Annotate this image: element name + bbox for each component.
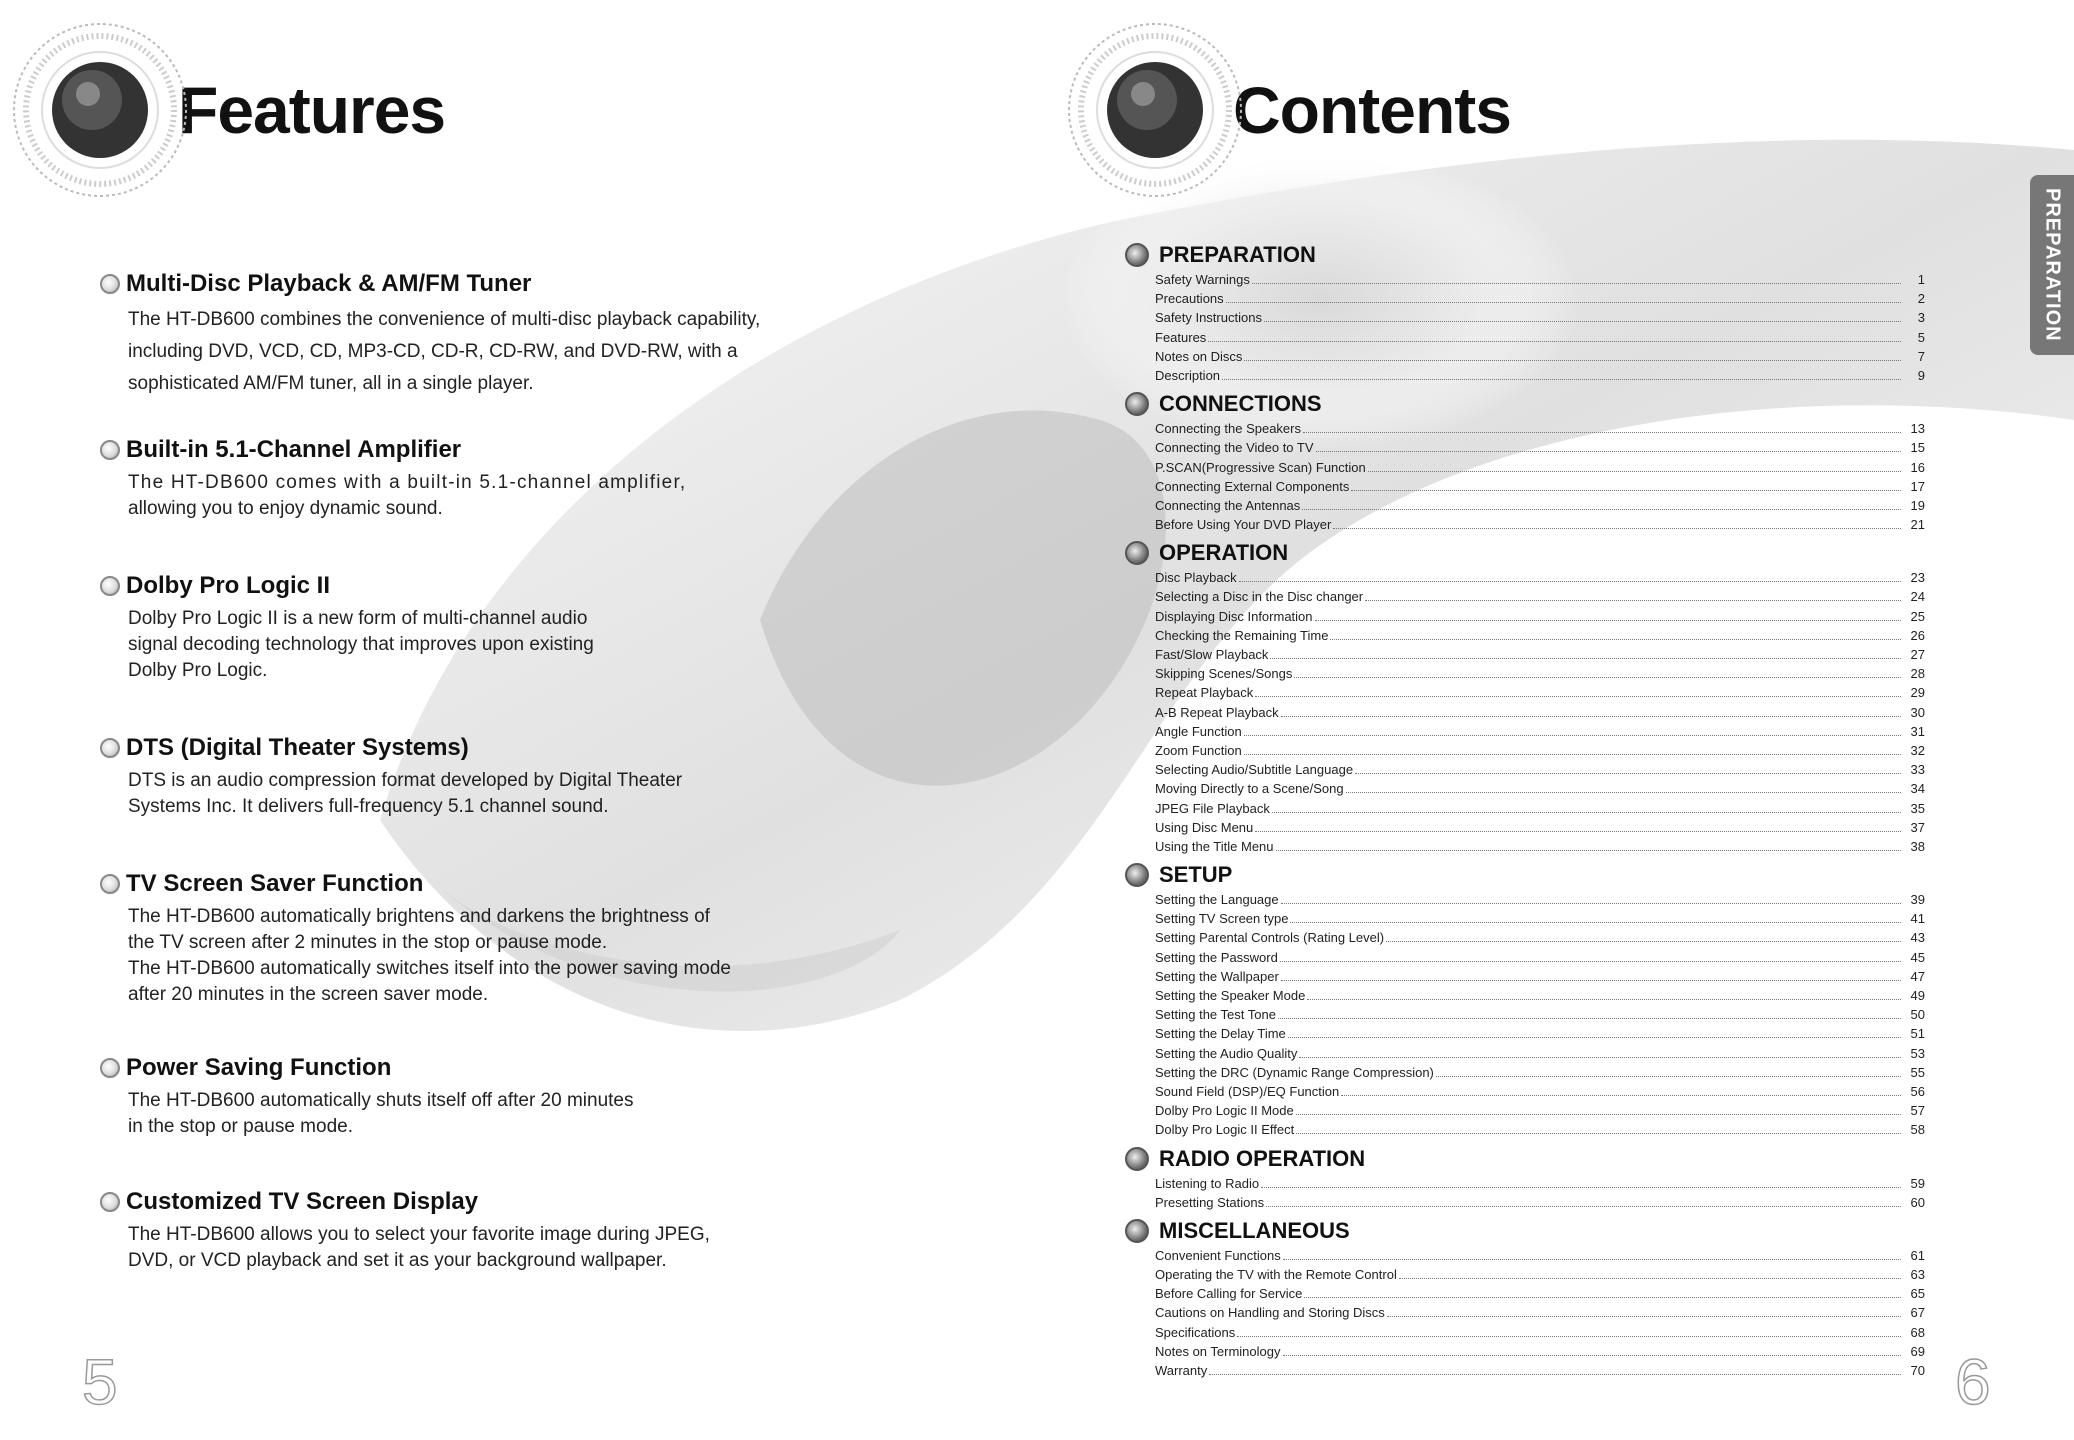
toc-entry-label: Setting the Wallpaper	[1155, 968, 1279, 984]
bullet-icon	[100, 1192, 120, 1212]
toc-entry-page: 7	[1917, 348, 1925, 364]
toc-entry-label: Using the Title Menu	[1155, 838, 1274, 854]
toc-entry[interactable]	[1155, 366, 1925, 385]
dot-leader	[1272, 811, 1901, 813]
toc-entry-label: Operating the TV with the Remote Control	[1155, 1267, 1397, 1283]
toc-entry[interactable]	[1155, 1174, 1925, 1193]
bullet-icon	[100, 274, 120, 294]
dot-leader	[1346, 791, 1901, 793]
toc-entry[interactable]	[1155, 587, 1925, 606]
toc-entry-page: 57	[1910, 1103, 1925, 1119]
toc-entry[interactable]	[1155, 477, 1925, 496]
dot-leader	[1266, 1205, 1901, 1207]
dot-leader	[1281, 979, 1901, 981]
toc-entry-label: Sound Field (DSP)/EQ Function	[1155, 1083, 1340, 1099]
toc-entry-page: 2	[1917, 291, 1925, 307]
toc-entry[interactable]	[1155, 419, 1925, 438]
toc-entry[interactable]	[1155, 1101, 1925, 1120]
feature-item	[100, 870, 780, 1054]
speaker-icon	[1065, 20, 1245, 200]
dot-leader	[1288, 1036, 1901, 1038]
toc-entry-label: Setting the Speaker Mode	[1155, 988, 1306, 1003]
toc-entry-page: 17	[1910, 478, 1925, 494]
toc-entry-page: 59	[1910, 1175, 1925, 1191]
toc-entry-page: 24	[1910, 589, 1925, 605]
toc-entry[interactable]	[1155, 1265, 1925, 1284]
toc-entry-label: Setting the Test Tone	[1155, 1007, 1276, 1023]
toc-entry[interactable]	[1155, 1342, 1925, 1361]
toc-entry[interactable]	[1155, 799, 1925, 818]
toc-entry[interactable]	[1155, 496, 1925, 515]
toc-entry-label: JPEG File Playback	[1155, 800, 1270, 816]
dot-leader	[1436, 1075, 1901, 1077]
toc-entry-page: 31	[1910, 723, 1925, 739]
toc-entry-label: Safety Warnings	[1155, 272, 1250, 287]
toc-entry-page: 9	[1917, 367, 1925, 383]
feature-description: The HT-DB600 comes with a built-in 5.1-channel amplifier, allowing you to enjoy dynamic sound.	[128, 472, 687, 519]
dot-leader	[1280, 960, 1901, 962]
toc-entry-page: 68	[1910, 1324, 1925, 1340]
toc-section-heading: MISCELLANEOUS	[1125, 1216, 1925, 1246]
toc-entry-label: Zoom Function	[1155, 742, 1242, 758]
toc-entry-page: 15	[1910, 440, 1925, 456]
feature-heading: Dolby Pro Logic II	[100, 572, 780, 600]
toc-entry-page: 21	[1910, 517, 1925, 533]
toc-entry-page: 70	[1910, 1363, 1925, 1378]
toc-entry[interactable]	[1155, 1120, 1925, 1139]
toc-entry[interactable]	[1155, 683, 1925, 702]
toc-entry-label: Safety Instructions	[1155, 310, 1262, 326]
features-title-block	[10, 20, 445, 200]
feature-description: DTS is an audio compression format developed by Digital Theater Systems Inc. It delivers full-frequency 5.1 channel sound.	[128, 770, 683, 817]
dot-leader	[1333, 527, 1901, 529]
feature-item	[100, 572, 780, 734]
dot-leader	[1261, 1186, 1901, 1188]
toc-entry-page: 63	[1910, 1267, 1925, 1283]
toc-entry[interactable]	[1155, 347, 1925, 366]
toc-entry-page: 29	[1910, 685, 1925, 701]
toc-entry[interactable]	[1155, 1323, 1925, 1342]
page-number: 5	[82, 1346, 118, 1418]
dot-leader	[1244, 734, 1901, 736]
dot-leader	[1368, 470, 1901, 472]
toc-entry-page: 25	[1910, 608, 1925, 624]
dot-leader	[1316, 450, 1901, 452]
toc-section-heading: PREPARATION	[1125, 240, 1925, 270]
dot-leader	[1299, 1056, 1901, 1058]
bullet-icon	[1125, 243, 1149, 267]
bullet-icon	[1125, 392, 1149, 416]
bullet-icon	[100, 576, 120, 596]
toc-entry[interactable]	[1155, 741, 1925, 760]
page-title: Features	[178, 73, 446, 147]
toc-entry-page: 38	[1910, 838, 1925, 854]
toc-entry-page: 3	[1917, 310, 1925, 326]
toc-entry-label: Before Calling for Service	[1155, 1286, 1303, 1302]
toc-entry-page: 32	[1910, 742, 1925, 758]
bullet-icon	[100, 738, 120, 758]
toc-entry-label: Description	[1155, 367, 1221, 383]
bullet-icon	[1125, 1219, 1149, 1243]
toc-entry[interactable]	[1155, 458, 1925, 477]
toc-entry-label: Angle Function	[1155, 723, 1242, 739]
toc-entry-page: 45	[1910, 949, 1925, 965]
toc-entry-label: Connecting External Components	[1155, 478, 1350, 494]
toc-entry-label: Connecting the Speakers	[1155, 421, 1301, 437]
dot-leader	[1330, 638, 1901, 640]
speaker-icon	[10, 20, 190, 200]
toc-entry-page: 26	[1910, 627, 1925, 643]
toc-entry-label: P.SCAN(Progressive Scan) Function	[1155, 459, 1366, 475]
toc-entry[interactable]	[1155, 928, 1925, 947]
dot-leader	[1296, 1113, 1901, 1115]
toc-entry[interactable]	[1155, 515, 1925, 534]
dot-leader	[1237, 1335, 1901, 1337]
dot-leader	[1386, 940, 1901, 942]
toc-section	[1125, 538, 1925, 856]
toc-entry-page: 19	[1910, 497, 1925, 513]
toc-section-heading: RADIO OPERATION	[1125, 1144, 1925, 1174]
toc-entry-page: 61	[1910, 1247, 1925, 1263]
toc-entry[interactable]	[1155, 438, 1925, 457]
dot-leader	[1255, 830, 1901, 832]
toc-section	[1125, 389, 1925, 534]
toc-entry-page: 1	[1917, 272, 1925, 287]
toc-entry-label: Precautions	[1155, 291, 1224, 307]
toc-entry[interactable]	[1155, 1024, 1925, 1043]
feature-description: The HT-DB600 allows you to select your favorite image during JPEG, DVD, or VCD playback and set it as your background wallpaper.	[128, 1224, 710, 1271]
dot-leader	[1252, 282, 1901, 284]
toc-entry-label: Checking the Remaining Time	[1155, 627, 1329, 643]
toc-entry-page: 55	[1910, 1064, 1925, 1080]
toc-entry-page: 5	[1917, 329, 1925, 345]
toc-section-heading: CONNECTIONS	[1125, 389, 1925, 419]
toc-section-heading: OPERATION	[1125, 538, 1925, 568]
toc-entry-label: Listening to Radio	[1155, 1175, 1260, 1191]
toc-entry[interactable]	[1155, 703, 1925, 722]
dot-leader	[1365, 599, 1901, 601]
feature-description: The HT-DB600 automatically brightens and darkens the brightness of the TV screen after 2 minutes in the stop or pause mode. The HT-DB600 automatically switches itself into the power saving mode after 20 minutes in the screen saver mode.	[128, 906, 731, 1005]
toc-entry[interactable]	[1155, 308, 1925, 327]
toc-entry-page: 65	[1910, 1286, 1925, 1302]
toc-entry-page: 16	[1910, 459, 1925, 475]
bullet-icon	[100, 440, 120, 460]
dot-leader	[1209, 1373, 1901, 1375]
toc-entry[interactable]	[1155, 909, 1925, 928]
toc-entry-page: 37	[1910, 819, 1925, 835]
toc-entry[interactable]	[1155, 289, 1925, 308]
feature-heading: Power Saving Function	[100, 1054, 780, 1082]
toc-entry-label: Using Disc Menu	[1155, 819, 1254, 835]
table-of-contents	[1125, 240, 1925, 1384]
dot-leader	[1270, 657, 1901, 659]
toc-entry-label: Dolby Pro Logic II Mode	[1155, 1103, 1294, 1119]
section-tab-preparation[interactable]: PREPARATION	[2030, 175, 2074, 355]
toc-entry-page: 34	[1910, 781, 1925, 797]
toc-entry-label: Notes on Discs	[1155, 348, 1243, 364]
feature-item	[100, 1188, 780, 1278]
toc-entry[interactable]	[1155, 328, 1925, 347]
dot-leader	[1302, 508, 1901, 510]
toc-entry-label: Connecting the Video to TV	[1155, 440, 1314, 456]
toc-entry-label: Convenient Functions	[1155, 1247, 1281, 1263]
feature-item	[100, 734, 780, 870]
toc-entry-page: 58	[1910, 1122, 1925, 1138]
toc-entry-label: Setting TV Screen type	[1155, 911, 1289, 927]
toc-entry[interactable]	[1155, 948, 1925, 967]
toc-section	[1125, 1144, 1925, 1212]
toc-entry-label: Selecting a Disc in the Disc changer	[1155, 589, 1364, 605]
toc-entry-label: Selecting Audio/Subtitle Language	[1155, 762, 1354, 778]
toc-list	[1155, 419, 1925, 534]
bullet-icon	[100, 1058, 120, 1078]
feature-heading: Multi-Disc Playback & AM/FM Tuner	[100, 270, 780, 298]
feature-item	[100, 436, 780, 572]
toc-entry-label: Presetting Stations	[1155, 1194, 1265, 1210]
toc-entry-label: Displaying Disc Information	[1155, 608, 1313, 624]
dot-leader	[1399, 1277, 1901, 1279]
dot-leader	[1351, 489, 1901, 491]
toc-entry[interactable]	[1155, 664, 1925, 683]
toc-entry-label: Fast/Slow Playback	[1155, 647, 1269, 662]
toc-entry-label: A-B Repeat Playback	[1155, 704, 1279, 720]
toc-entry-label: Setting the Audio Quality	[1155, 1045, 1298, 1061]
bullet-icon	[100, 874, 120, 894]
page-number: 6	[1955, 1346, 1991, 1418]
dot-leader	[1278, 1017, 1901, 1019]
dot-leader	[1307, 998, 1901, 1000]
dot-leader	[1315, 619, 1901, 621]
toc-entry-label: Dolby Pro Logic II Effect	[1155, 1122, 1295, 1138]
toc-entry[interactable]	[1155, 270, 1925, 289]
dot-leader	[1281, 715, 1901, 717]
toc-entry-page: 41	[1910, 911, 1925, 927]
dot-leader	[1255, 695, 1901, 697]
dot-leader	[1244, 359, 1901, 361]
toc-entry[interactable]	[1155, 890, 1925, 909]
toc-entry-label: Setting Parental Controls (Rating Level)	[1155, 930, 1385, 946]
toc-entry[interactable]	[1155, 1361, 1925, 1380]
toc-entry-label: Connecting the Antennas	[1155, 497, 1301, 513]
feature-description: The HT-DB600 combines the convenience of multi-disc playback capability, including DVD, VCD, CD, MP3-CD, CD-R, CD-RW, and DVD-RW, with a sophisticated AM/FM tuner, all in a single player.	[128, 309, 761, 394]
toc-entry-page: 53	[1910, 1045, 1925, 1061]
toc-section	[1125, 1216, 1925, 1380]
dot-leader	[1283, 1354, 1902, 1356]
toc-entry-page: 23	[1910, 570, 1925, 586]
toc-entry-page: 49	[1910, 988, 1925, 1003]
toc-entry[interactable]	[1155, 1193, 1925, 1212]
toc-entry[interactable]	[1155, 1063, 1925, 1082]
dot-leader	[1222, 378, 1901, 380]
toc-entry[interactable]	[1155, 779, 1925, 798]
toc-entry[interactable]	[1155, 818, 1925, 837]
feature-heading: Built-in 5.1-Channel Amplifier	[100, 436, 780, 464]
dot-leader	[1355, 772, 1901, 774]
toc-entry-label: Repeat Playback	[1155, 685, 1254, 701]
dot-leader	[1208, 340, 1901, 342]
toc-entry-label: Setting the Delay Time	[1155, 1026, 1286, 1042]
feature-description: The HT-DB600 automatically shuts itself off after 20 minutes in the stop or pause mode.	[128, 1090, 634, 1137]
toc-entry-page: 56	[1910, 1083, 1925, 1099]
toc-list	[1155, 890, 1925, 1139]
toc-entry[interactable]	[1155, 986, 1925, 1005]
toc-entry-label: Specifications	[1155, 1324, 1236, 1340]
bullet-icon	[1125, 1147, 1149, 1171]
toc-entry-label: Setting the Password	[1155, 949, 1278, 965]
bullet-icon	[1125, 541, 1149, 565]
toc-entry[interactable]	[1155, 607, 1925, 626]
toc-entry-label: Disc Playback	[1155, 570, 1237, 586]
feature-item	[100, 270, 780, 436]
feature-item	[100, 1054, 780, 1188]
toc-section	[1125, 240, 1925, 385]
dot-leader	[1226, 301, 1901, 303]
dot-leader	[1296, 1132, 1901, 1134]
toc-entry[interactable]	[1155, 1005, 1925, 1024]
toc-section-heading: SETUP	[1125, 860, 1925, 890]
toc-entry-label: Moving Directly to a Scene/Song	[1155, 781, 1344, 797]
toc-list	[1155, 270, 1925, 385]
toc-entry-page: 33	[1910, 762, 1925, 778]
toc-entry-label: Setting the Language	[1155, 892, 1279, 908]
dot-leader	[1239, 580, 1901, 582]
dot-leader	[1281, 902, 1901, 904]
toc-entry-label: Cautions on Handling and Storing Discs	[1155, 1305, 1385, 1321]
dot-leader	[1276, 849, 1901, 851]
toc-entry[interactable]	[1155, 645, 1925, 664]
toc-entry-page: 51	[1910, 1026, 1925, 1042]
toc-entry[interactable]	[1155, 1044, 1925, 1063]
toc-entry-label: Skipping Scenes/Songs	[1155, 666, 1293, 682]
dot-leader	[1304, 1296, 1901, 1298]
toc-entry-label: Before Using Your DVD Player	[1155, 517, 1332, 533]
toc-entry-page: 43	[1910, 930, 1925, 946]
dot-leader	[1264, 320, 1901, 322]
toc-entry[interactable]	[1155, 722, 1925, 741]
toc-entry-page: 30	[1910, 704, 1925, 720]
toc-entry-page: 50	[1910, 1007, 1925, 1023]
toc-list	[1155, 568, 1925, 856]
dot-leader	[1303, 431, 1901, 433]
toc-list	[1155, 1174, 1925, 1212]
toc-entry[interactable]	[1155, 760, 1925, 779]
toc-entry[interactable]	[1155, 1246, 1925, 1265]
toc-entry-page: 69	[1910, 1343, 1925, 1359]
feature-heading: Customized TV Screen Display	[100, 1188, 780, 1216]
dot-leader	[1387, 1315, 1901, 1317]
toc-entry[interactable]	[1155, 626, 1925, 645]
toc-entry-page: 13	[1910, 421, 1925, 437]
toc-entry-page: 35	[1910, 800, 1925, 816]
toc-entry-label: Setting the DRC (Dynamic Range Compression)	[1155, 1064, 1434, 1080]
toc-entry-page: 47	[1910, 968, 1925, 984]
toc-entry[interactable]	[1155, 1284, 1925, 1303]
toc-entry-label: Notes on Terminology	[1155, 1343, 1281, 1359]
page-title: Contents	[1233, 73, 1511, 147]
dot-leader	[1294, 676, 1901, 678]
features-list	[100, 270, 780, 1278]
toc-entry[interactable]	[1155, 967, 1925, 986]
dot-leader	[1283, 1258, 1901, 1260]
bullet-icon	[1125, 863, 1149, 887]
toc-entry-label: Warranty	[1155, 1363, 1208, 1378]
toc-entry-page: 28	[1910, 666, 1925, 682]
dot-leader	[1341, 1094, 1901, 1096]
dot-leader	[1244, 753, 1901, 755]
feature-heading: TV Screen Saver Function	[100, 870, 780, 898]
toc-entry-label: Features	[1155, 329, 1207, 345]
toc-list	[1155, 1246, 1925, 1380]
toc-entry[interactable]	[1155, 568, 1925, 587]
toc-entry-page: 60	[1910, 1194, 1925, 1210]
toc-entry[interactable]	[1155, 837, 1925, 856]
toc-entry-page: 39	[1910, 892, 1925, 908]
toc-entry-page: 67	[1910, 1305, 1925, 1321]
toc-entry-page: 27	[1910, 647, 1925, 662]
toc-section	[1125, 860, 1925, 1139]
toc-entry[interactable]	[1155, 1082, 1925, 1101]
contents-title-block	[1065, 20, 1511, 200]
feature-heading: DTS (Digital Theater Systems)	[100, 734, 780, 762]
feature-description: Dolby Pro Logic II is a new form of multi-channel audio signal decoding technology that improves upon existing Dolby Pro Logic.	[128, 608, 594, 681]
dot-leader	[1290, 921, 1901, 923]
toc-entry[interactable]	[1155, 1303, 1925, 1322]
